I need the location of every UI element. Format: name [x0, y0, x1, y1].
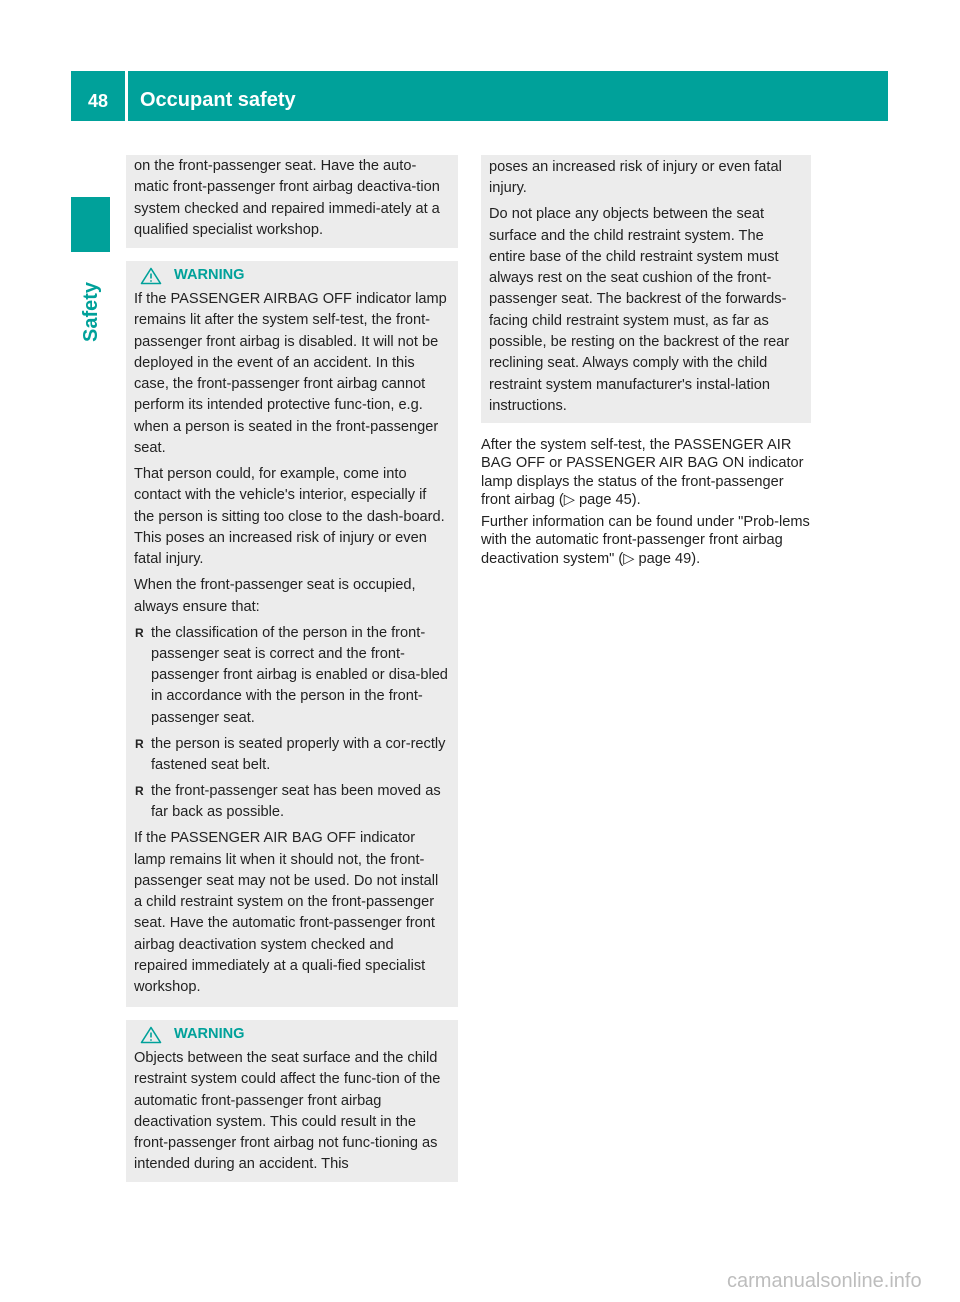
- paragraph: poses an increased risk of injury or even fatal injury.: [489, 159, 782, 197]
- list-item: R the classification of the person in the front-passenger seat is correct and the front-passenger front airbag is enabled or disa-bled in accordance with the person in the front-passenger seat.: [134, 623, 450, 729]
- watermark: carmanualsonline.info: [727, 1270, 922, 1292]
- paragraph: If the PASSENGER AIRBAG OFF indicator lamp remains lit after the system self-test, the front-passenger front airbag is disabled. It will not be deployed in the event of an accident. In this case, the front-passenger front airbag cannot perform its intended protective func-tion, e.g. when a person is seated in the front-passenger seat.: [134, 291, 447, 457]
- section-title: Occupant safety: [140, 89, 296, 111]
- paragraph: Do not place any objects between the seat surface and the child restraint system. The entire base of the child restraint system must always rest on the seat cushion of the front-passenger seat. The backrest of the forwards-facing child restraint system must, as far as possible, be resting on the backrest of the rear reclining seat. Always comply with the child restraint system manufacturer's instal-lation instructions.: [489, 206, 790, 414]
- side-tab-marker: [71, 197, 110, 252]
- paragraph: Objects between the seat surface and the child restraint system could affect the func-tion of the automatic front-passenger front airbag deactivation system. This could result in the front-passenger front airbag not func-tioning as intended during an accident. This: [134, 1050, 441, 1173]
- header-divider: [125, 71, 128, 121]
- list-item: R the front-passenger seat has been moved as far back as possible.: [134, 781, 450, 824]
- page-number: 48: [87, 91, 109, 111]
- paragraph: If the PASSENGER AIR BAG OFF indicator lamp remains lit when it should not, the front-passenger seat may not be used. Do not install a child restraint system on the front-passenger seat. Have the automatic front-passenger front airbag deactivation system checked and repaired immediately at a quali-fied specialist workshop.: [134, 830, 439, 996]
- paragraph: After the system self-test, the PASSENGER AIR BAG OFF or PASSENGER AIR BAG ON indicator lamp displays the status of the front-passenger front airbag (▷ page 45).: [481, 437, 804, 508]
- paragraph: When the front-passenger seat is occupied, always ensure that:: [134, 577, 416, 615]
- continued-warning-box: [126, 155, 458, 248]
- warning-box-2: [126, 1020, 458, 1182]
- warning-triangle-icon: [140, 267, 162, 285]
- warning-box-1: [126, 261, 458, 1007]
- paragraph: Further information can be found under "Prob-lems with the automatic front-passenger front airbag deactivation system" (▷ page 49).: [481, 514, 810, 567]
- warning-title: WARNING: [174, 1026, 245, 1043]
- warning-title: WARNING: [174, 267, 245, 284]
- warning-heading: [134, 1022, 450, 1048]
- bullet-list: [134, 623, 450, 824]
- warning-heading: [134, 263, 450, 289]
- list-item: R the person is seated properly with a cor-rectly fastened seat belt.: [134, 734, 450, 777]
- body-text: [481, 436, 813, 572]
- warning-triangle-icon: [140, 1026, 162, 1044]
- continued-warning-box-2: [481, 155, 811, 423]
- side-tab-label: Safety: [80, 281, 102, 342]
- paragraph: on the front-passenger seat. Have the auto-matic front-passenger front airbag deactiva-tion system checked and repaired immedi-ately at a qualified specialist workshop.: [134, 158, 440, 238]
- paragraph: That person could, for example, come into contact with the vehicle's interior, especially if the person is sitting too close to the dash-board. This poses an increased risk of injury or even fatal injury.: [134, 466, 445, 568]
